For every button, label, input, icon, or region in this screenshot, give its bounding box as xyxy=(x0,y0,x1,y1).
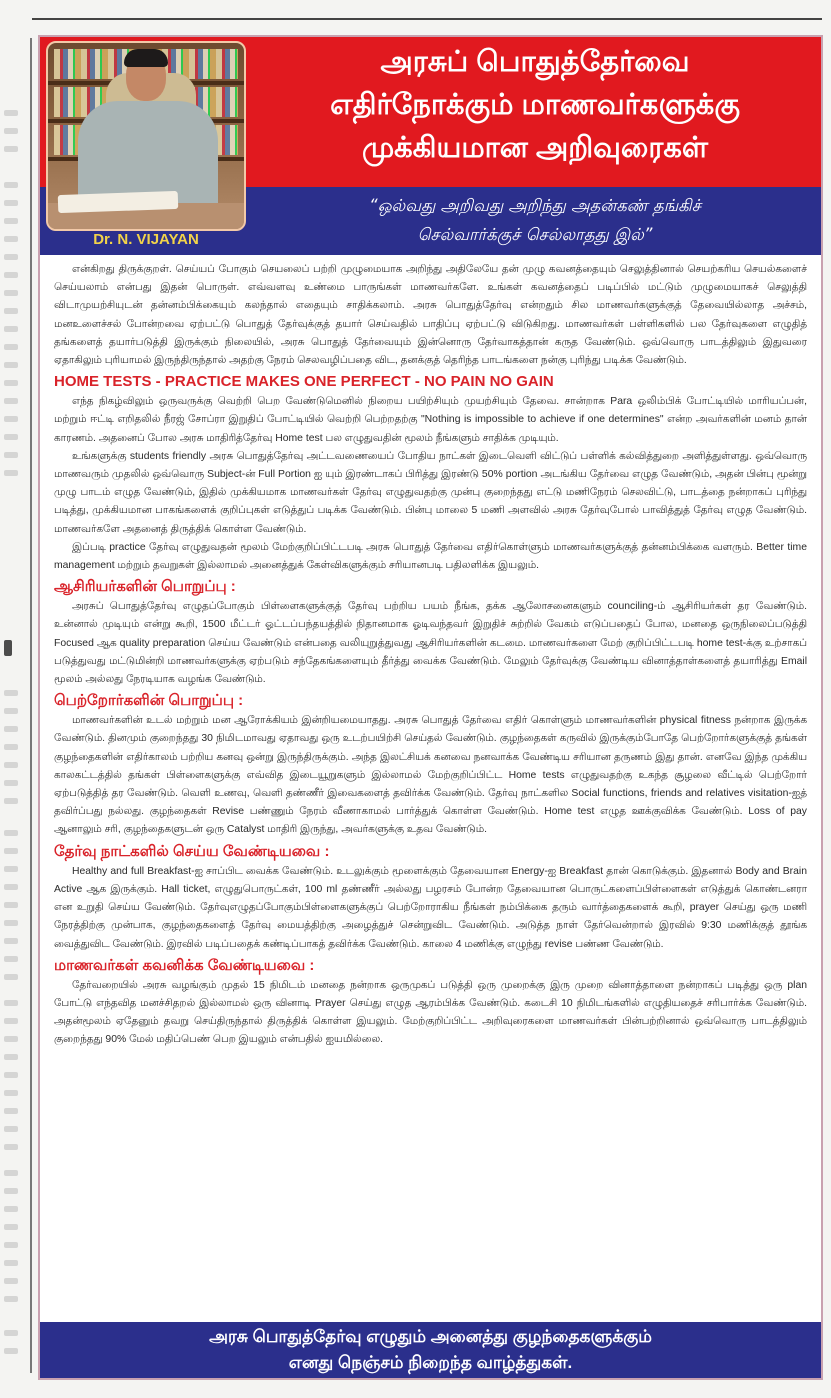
footer-wishes-banner xyxy=(40,1322,821,1378)
column-divider xyxy=(30,38,32,1373)
article-header xyxy=(40,37,821,255)
footer-line: எனது நெஞ்சம் நிறைந்த வாழ்த்துகள். xyxy=(288,1353,573,1372)
paragraph: இப்படி practice தேர்வு எழுதுவதன் மூலம் மேற்குறிப்பிட்டபடி அரசு பொதுத் தேர்வை எதிர்கொள்ளும் மாணவர்களுக்குத் தன்னம்பிக்கை வளரும். Better time management மற்றும் தவறுகள் இல்லாமல் அனைத்துக் கேள்விகளுக்கும் சரியானபடி பதிலளிக்க இயலும். xyxy=(54,541,807,572)
paragraph: தேர்வறையில் அரசு வழங்கும் முதல் 15 நிமிடம் மனதை நன்றாக ஒருமுகப் படுத்தி ஒரு முறைக்கு இரு முறை வினாத்தாளை நன்றாகப் படித்து ஒரு plan போட்டு எந்தவித மனச்சிதறல் இல்லாமல் ஒரு வினாடி Prayer செய்து எழுத ஆரம்பிக்க வேண்டும். கடைசி 10 நிமிடங்களில் எழுதியதைச் சரிபார்க்க வேண்டும். அதன்மூலம் ஏதேனும் தவறு செய்திருந்தால் திருத்திக் கொள்ள இயலும். மேற்குறிப்பிட்ட அறிவுரைகளை மாணவர்கள் பின்பற்றினால் ஒவ்வொரு பாடத்திலும் குறைந்தது 90% மேல் மதிப்பெண் பெற இயலும் என்பதில் ஐயமில்லை. xyxy=(54,979,807,1046)
paragraph: Healthy and full Breakfast-ஐ சாப்பிட வைக்க வேண்டும். உடலுக்கும் மூளைக்கும் தேவையான Energy-ஐ Breakfast தான் கொடுக்கும். இதனால் Body and Brain Active ஆக இருக்கும். Hall ticket, எழுதுபொருட்கள், 100 ml தண்ணீர் அல்லது பழரசம் போன்ற தேவையான பொருட்களைப்பிள்ளைகள் எடுத்துக் கொண்டனரா என உறுதி செய்ய வேண்டும். தேர்வுஎழுதப்போகும்பிள்ளைகளுக்குப் பெற்றோராகிய நீங்கள் நம்பிக்கை தரும் வார்த்தைகளைக் கூறி, prayer செய்து ஒரு மணி நேரத்திற்கு முன்பாக, குழந்தைகளைத் தேர்வு மையத்திற்கு அழைத்துச் சென்றுவிட வேண்டும். அடுத்த நாள் தேர்வென்றால் இரவில் 9:30 மணிக்குத் தூங்க வைத்துவிட வேண்டும். இரவில் படிப்பதைக் கண்டிப்பாகத் தவிர்க்க வேண்டும். காலை 4 மணிக்கு எழுந்து revise பண்ண வேண்டும். xyxy=(54,865,807,950)
title-line: முக்கியமான அறிவுரைகள் xyxy=(361,132,709,164)
intro-paragraph: என்கிறது திருக்குறள். செய்யப் போகும் செயலைப் பற்றி முழுமையாக அறிந்து அதிலேயே தன் முழு கவனத்தையும் செலுத்தினால் செயற்கரிய செயல்களைச் செய்யலாம் என்பது இதன் பொருள். எவ்வளவு உண்மை பாருங்கள் மாணவர்களே. உங்கள் கவனத்தைப் படிப்பில் மட்டும் முழுமையாகச் செலுத்தி விடாமுயற்சியுடன் தன்னம்பிக்கையும் கலந்தால் எதையும் சாதிக்கலாம். அரசு பொதுத்தேர்வு என்றதும் சில மாணவர்களுக்குத் தேவையில்லாத அச்சம், மனஉளைச்சல் போன்றவை ஏற்பட்டு பொதுத் தேர்வுக்குத் தயார் செய்வதில் பாதிப்பு ஏற்பட்டு விடுகிறது. மாணவர்கள் பள்ளிகளில் பல தேர்வுகளை எழுதித் தங்களைத் தயார்படுத்தி இருக்கும் நிலையில், அரசு பொதுத் தேர்வையும் இன்னொரு தேர்வாகத்தான் கருத வேண்டும். ஒவ்வொரு பாடத்திலும் இதுவரை ஏதாகிலும் புரியாமல் இருந்திருந்தால் அதற்கு நேரம் செலவழிப்பதை விட, தனக்குத் தெரிந்த பாடங்களை நன்கு புரிந்து படிக்க வேண்டும். xyxy=(54,264,807,367)
paragraph: எந்த நிகழ்விலும் ஒருவருக்கு வெற்றி பெற வேண்டுமெனில் நிறைய பயிற்சியும் முயற்சியும் தேவை. சான்றாக Para ஒலிம்பிக் போட்டியில் மாரியப்பன், மற்றும் ஈட்டி எறிதலில் நீரஜ் சோப்ரா இறுதிப் போட்டியில் வெற்றி பெற்றதற்கு "Nothing is impossible to achieve if one determines" என்ற அவர்களின் மனம் தான் காரணம். அதனைப் போல அரசு மாதிரித்தேர்வு Home test பல எழுதுவதின் மூலம் நீங்களும் சாதிக்க முடியும். xyxy=(54,396,807,444)
adjacent-column-fragment xyxy=(0,0,30,1398)
section-heading-parents: பெற்றோர்களின் பொறுப்பு : xyxy=(54,692,244,710)
section-heading-exam-days: தேர்வு நாட்களில் செய்ய வேண்டியவை : xyxy=(54,842,330,860)
quote-line: “ஒல்வது அறிவது அறிந்து அதன்கண் தங்கிச் xyxy=(369,196,701,215)
article xyxy=(38,35,823,1380)
section-heading-home-tests: HOME TESTS - PRACTICE MAKES ONE PERFECT - NO PAIN NO GAIN xyxy=(54,373,554,391)
author-name: Dr. N. VIJAYAN xyxy=(93,231,199,248)
paragraph: மாணவர்களின் உடல் மற்றும் மன ஆரோக்கியம் இன்றியமையாதது. அரசு பொதுத் தேர்வை எதிர் கொள்ளும் மாணவர்களின் physical fitness நன்றாக இருக்க வேண்டும். தினமும் குறைந்தது 30 நிமிடமாவது ஏதாவது ஒரு உடற்பயிற்சி செய்தல் வேண்டும். குழந்தைகள் கருவில் இருக்கும்போதே பெற்றோர்களுக்குத் தங்கள் குழந்தைகளின் எதிர்காலம் பற்றிய கனவு ஒன்று இருந்திருக்கும். அந்த இலட்சியக் கனவை நனவாக்க வேண்டிய சரியான தருணம் இது தான். எனவே இந்த முக்கிய காலகட்டத்தில் தங்கள் பிள்ளைகளுக்கு எவ்வித இடையூறுகளும் இல்லாமல் மேற்குறிப்பிட்ட Home tests எழுதுவதற்கு உகந்த சூழலை வீட்டில் பெற்றோர் ஏற்படுத்தித் தர வேண்டும். வெளி உணவு, வெளி தண்ணீர் இவைகளைத் தவிர்க்க வேண்டும். தேர்வு நாட்களில Social functions, friends and relatives visitation-ஐத் தவிர்ப்பது நல்லது. குழந்தைகள் Revise பண்ணும் நேரம் வீணாகாமல் பார்த்துக் கொள்ள வேண்டும். Home test எழுத ஊக்குவிக்க வேண்டும். Loss of pay ஆனாலும் சரி, குழந்தைகளுடன் ஒரு Catalyst மாதிரி இருந்து, அவர்களுக்கு உதவ வேண்டும். xyxy=(54,715,807,836)
section-heading-students: மாணவர்கள் கவனிக்க வேண்டியவை : xyxy=(54,956,315,974)
article-body xyxy=(54,261,807,1050)
author-photo xyxy=(46,41,246,231)
article-title xyxy=(250,41,820,170)
title-line: அரசுப் பொதுத்தேர்வை xyxy=(380,46,690,78)
title-line: எதிர்நோக்கும் மாணவர்களுக்கு xyxy=(330,89,740,121)
footer-line: அரசு பொதுத்தேர்வு எழுதும் அனைத்து குழந்தைகளுக்கும் xyxy=(209,1327,652,1346)
paragraph: அரசுப் பொதுத்தேர்வு எழுதப்போகும் பிள்ளைகளுக்குத் தேர்வு பற்றிய பயம் நீங்க, தக்க ஆலோசனைகளும் counciling-ம் ஆசிரியர்கள் தர வேண்டும். உன்னால் முடியும் என்று கூறி, 1500 மீட்டர் ஓட்டப்பந்தயத்தில் நிதானமாக ஓடிவந்தவர் இறுதிச் சுற்றில் வேகம் எடுப்பதைப் போல, மனதை ஒருநிலைப்படுத்தி Focused ஆக quality preparation செய்ய வேண்டும் என்பதை வலியுறுத்துவது ஆசிரியர்களின் கடமை. மாணவர்களை மேற் குறிப்பிட்டபடி home test-க்கு உற்சாகப் படுத்துவது மட்டுமின்றி மாணவர்களுக்கு ஏற்படும் சந்தேகங்களையும் தீர்த்து வைக்க வேண்டும். மேலும் தேர்வுக்கு வேண்டிய வினாத்தாள்களைத் தயாரித்து Email மூலம் அல்லது நேரடியாக வழங்க வேண்டும். xyxy=(54,601,807,686)
section-heading-teachers: ஆசிரியர்களின் பொறுப்பு : xyxy=(54,578,236,596)
thirukkural-quote xyxy=(250,191,820,249)
paragraph: உங்களுக்கு students friendly அரசு பொதுத்தேர்வு அட்டவணையைப் போதிய நாட்கள் இடைவெளி விட்டுப் பள்ளிக் கல்வித்துறை அளித்துள்ளது. ஒவ்வொரு மாணவரும் முதலில் ஒவ்வொரு Subject-ன் Full Portion ஐ யும் இரண்டாகப் பிரித்து இரண்டு 50% portion அடங்கிய தேர்வை எழுத வேண்டும், அதன் பின்பு மூன்று முழு பாடம் எழுத வேண்டும், இதில் முக்கியமாக மாணவர்கள் தேர்வு எழுதுவதற்கு முன்பு குறைந்தது எட்டு மணிநேரம் செலவிட்டு, பாடத்தை நன்றாகப் புரிந்து படித்து, முக்கியமான பாகங்களைக் குறிப்புகள் எடுத்துப் படிக்க வேண்டும். பின்பு மாலை 5 மணி அளவில் அரசு தேர்வுபோல் பாவித்துத் தேர்வு எழுத வேண்டும். மாணவர்களே அதனைத் திருத்திக் கொள்ள வேண்டும். xyxy=(54,450,807,535)
top-divider xyxy=(32,18,822,20)
quote-line: செல்வார்க்குச் செல்லாதது இல்” xyxy=(417,225,653,244)
